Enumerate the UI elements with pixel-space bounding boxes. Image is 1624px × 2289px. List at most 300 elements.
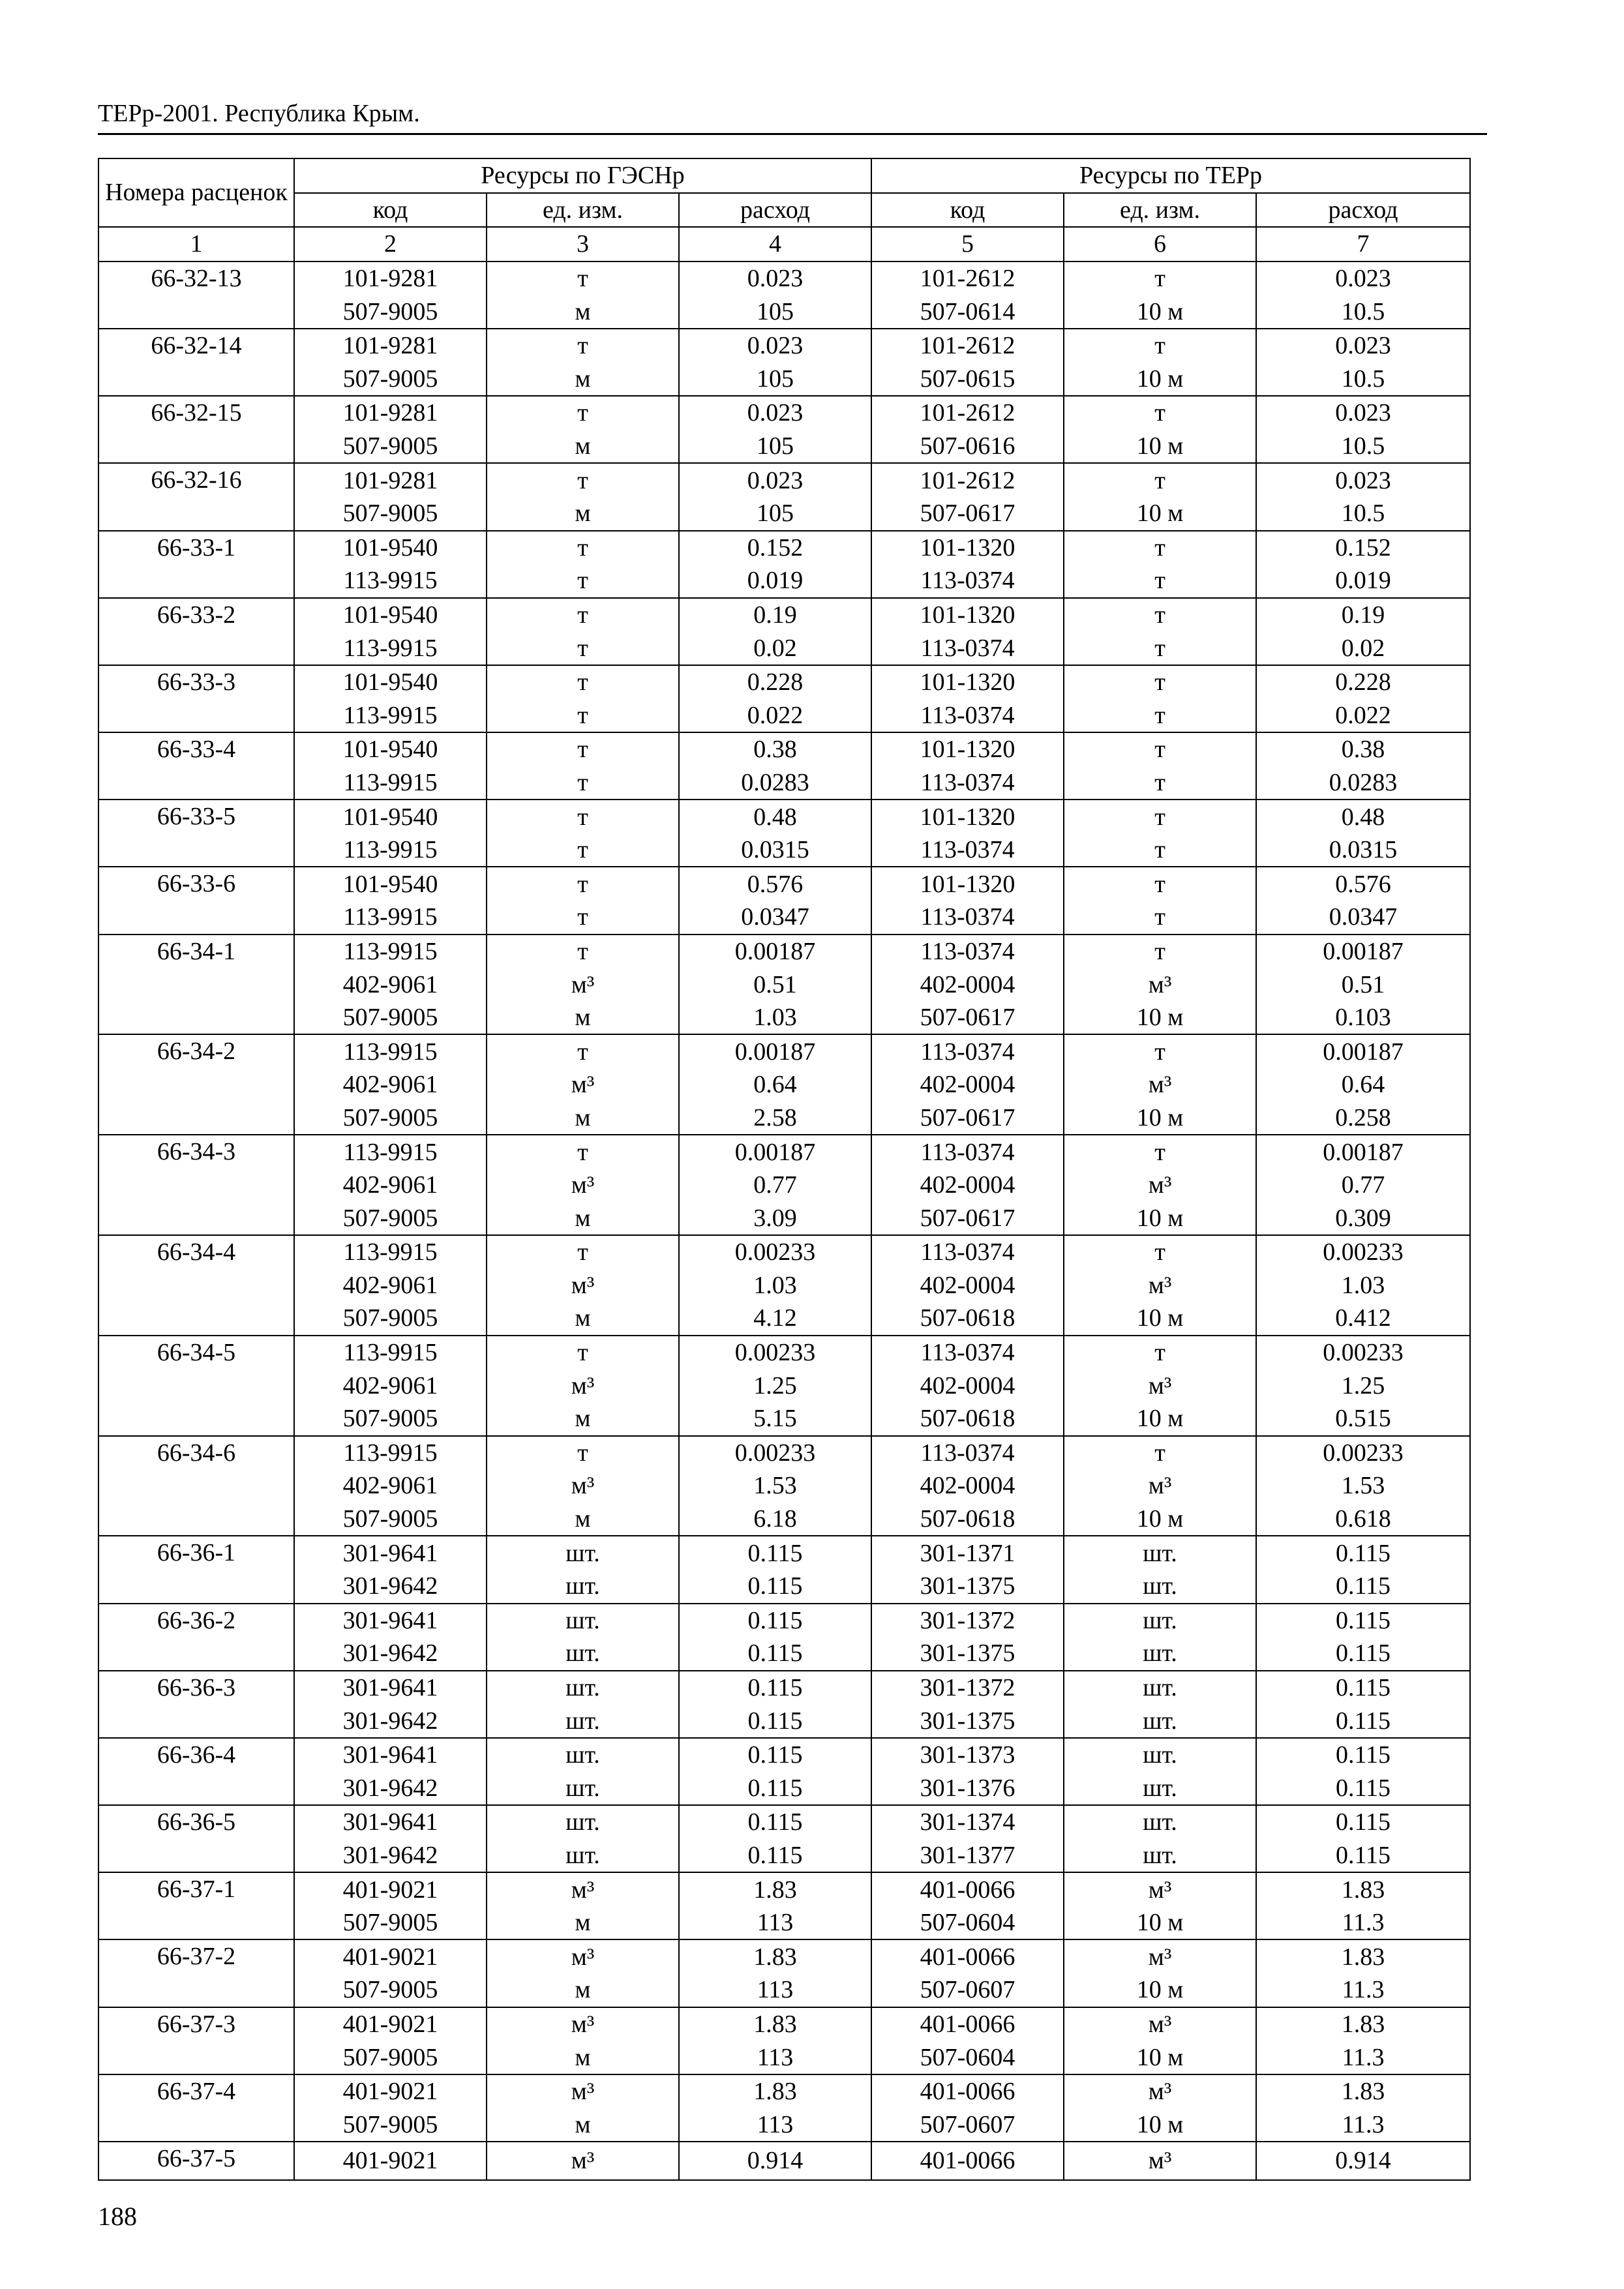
ter-unit-cell: шт.	[1064, 1570, 1256, 1604]
table-header	[98, 158, 1470, 262]
gesn-consumption-cell: 1.83	[679, 2074, 871, 2108]
ter-code-cell: 101-1320	[871, 867, 1064, 901]
gesn-code-cell: 113-9915	[294, 699, 487, 733]
gesn-code-cell: 507-9005	[294, 2108, 487, 2142]
table-row	[98, 1570, 1470, 1604]
ter-unit-cell: шт.	[1064, 1604, 1256, 1638]
ter-consumption-cell: 0.02	[1256, 631, 1470, 665]
rate-number-cell: 66-36-1	[98, 1536, 294, 1603]
subheader-gesn-code: код	[294, 193, 487, 228]
ter-consumption-cell: 0.115	[1256, 1805, 1470, 1839]
gesn-unit-cell: т	[487, 833, 679, 867]
gesn-code-cell: 301-9642	[294, 1772, 487, 1806]
gesn-consumption-cell: 0.115	[679, 1704, 871, 1738]
ter-code-cell: 507-0617	[871, 1001, 1064, 1035]
gesn-code-cell: 101-9540	[294, 665, 487, 699]
gesn-consumption-cell: 0.023	[679, 463, 871, 497]
ter-consumption-cell: 0.103	[1256, 1001, 1470, 1035]
gesn-unit-cell: т	[487, 396, 679, 430]
table-row	[98, 1772, 1470, 1806]
gesn-code-cell: 113-9915	[294, 1436, 487, 1470]
ter-consumption-cell: 0.618	[1256, 1503, 1470, 1536]
gesn-consumption-cell: 0.115	[679, 1637, 871, 1671]
table-row	[98, 1469, 1470, 1503]
table-row	[98, 766, 1470, 800]
ter-consumption-cell: 0.022	[1256, 699, 1470, 733]
gesn-unit-cell: м	[487, 363, 679, 396]
table-row	[98, 1637, 1470, 1671]
gesn-code-cell: 101-9281	[294, 329, 487, 363]
ter-unit-cell: т	[1064, 1034, 1256, 1068]
gesn-unit-cell: м³	[487, 2074, 679, 2108]
column-number: 6	[1064, 227, 1256, 262]
ter-consumption-cell: 0.19	[1256, 598, 1470, 632]
ter-consumption-cell: 0.00233	[1256, 1336, 1470, 1369]
gesn-code-cell: 113-9915	[294, 1235, 487, 1269]
gesn-consumption-cell: 0.022	[679, 699, 871, 733]
gesn-code-cell: 402-9061	[294, 1169, 487, 1202]
gesn-unit-cell: шт.	[487, 1671, 679, 1705]
gesn-unit-cell: м	[487, 1001, 679, 1035]
table-row	[98, 2007, 1470, 2041]
table-row	[98, 1169, 1470, 1202]
ter-unit-cell: шт.	[1064, 1805, 1256, 1839]
ter-code-cell: 113-0374	[871, 1436, 1064, 1470]
gesn-unit-cell: т	[487, 699, 679, 733]
subheader-gesn-unit: ед. изм.	[487, 193, 679, 228]
ter-code-cell: 101-2612	[871, 262, 1064, 295]
rate-number-cell: 66-32-13	[98, 262, 294, 329]
ter-unit-cell: т	[1064, 396, 1256, 430]
table-row	[98, 1805, 1470, 1839]
gesn-unit-cell: шт.	[487, 1604, 679, 1638]
gesn-consumption-cell: 0.51	[679, 968, 871, 1001]
ter-code-cell: 113-0374	[871, 1135, 1064, 1169]
gesn-unit-cell: м³	[487, 968, 679, 1001]
table-row	[98, 1402, 1470, 1436]
gesn-code-cell: 113-9915	[294, 1336, 487, 1369]
gesn-unit-cell: т	[487, 766, 679, 800]
ter-unit-cell: шт.	[1064, 1738, 1256, 1772]
ter-code-cell: 101-1320	[871, 665, 1064, 699]
table-row	[98, 430, 1470, 464]
ter-code-cell: 113-0374	[871, 699, 1064, 733]
ter-code-cell: 301-1372	[871, 1671, 1064, 1705]
ter-code-cell: 401-0066	[871, 2142, 1064, 2180]
gesn-unit-cell: шт.	[487, 1570, 679, 1604]
table-row	[98, 396, 1470, 430]
gesn-unit-cell: т	[487, 1436, 679, 1470]
ter-unit-cell: шт.	[1064, 1704, 1256, 1738]
ter-consumption-cell: 0.00233	[1256, 1235, 1470, 1269]
ter-unit-cell: т	[1064, 867, 1256, 901]
ter-code-cell: 101-1320	[871, 800, 1064, 833]
gesn-unit-cell: шт.	[487, 1637, 679, 1671]
ter-code-cell: 301-1376	[871, 1772, 1064, 1806]
gesn-code-cell: 113-9915	[294, 935, 487, 968]
gesn-code-cell: 301-9642	[294, 1637, 487, 1671]
ter-consumption-cell: 0.576	[1256, 867, 1470, 901]
ter-unit-cell: т	[1064, 766, 1256, 800]
ter-consumption-cell: 0.48	[1256, 800, 1470, 833]
gesn-unit-cell: м³	[487, 1169, 679, 1202]
rate-number-cell: 66-33-4	[98, 732, 294, 800]
table-body	[98, 262, 1470, 2180]
rate-number-cell: 66-32-14	[98, 329, 294, 396]
ter-code-cell: 402-0004	[871, 1269, 1064, 1302]
ter-unit-cell: т	[1064, 564, 1256, 598]
ter-unit-cell: 10 м	[1064, 1973, 1256, 2007]
ter-unit-cell: шт.	[1064, 1637, 1256, 1671]
gesn-consumption-cell: 0.0347	[679, 901, 871, 935]
table-row	[98, 564, 1470, 598]
gesn-code-cell: 101-9540	[294, 800, 487, 833]
table-row	[98, 699, 1470, 733]
ter-code-cell: 507-0617	[871, 1101, 1064, 1135]
ter-consumption-cell: 0.258	[1256, 1101, 1470, 1135]
gesn-unit-cell: т	[487, 1135, 679, 1169]
ter-consumption-cell: 11.3	[1256, 1973, 1470, 2007]
ter-consumption-cell: 1.83	[1256, 1872, 1470, 1906]
ter-unit-cell: шт.	[1064, 1772, 1256, 1806]
gesn-unit-cell: м³	[487, 2007, 679, 2041]
ter-code-cell: 401-0066	[871, 2074, 1064, 2108]
gesn-unit-cell: м	[487, 295, 679, 329]
table-row	[98, 665, 1470, 699]
ter-code-cell: 402-0004	[871, 968, 1064, 1001]
gesn-consumption-cell: 0.576	[679, 867, 871, 901]
ter-code-cell: 113-0374	[871, 833, 1064, 867]
gesn-consumption-cell: 5.15	[679, 1402, 871, 1436]
gesn-unit-cell: т	[487, 1235, 679, 1269]
gesn-unit-cell: м³	[487, 1939, 679, 1973]
table-row	[98, 2041, 1470, 2074]
ter-unit-cell: 10 м	[1064, 1402, 1256, 1436]
ter-code-cell: 507-0618	[871, 1302, 1064, 1336]
table-row	[98, 1201, 1470, 1235]
ter-consumption-cell: 10.5	[1256, 430, 1470, 464]
ter-unit-cell: т	[1064, 1135, 1256, 1169]
gesn-unit-cell: м	[487, 1503, 679, 1536]
gesn-unit-cell: т	[487, 531, 679, 565]
gesn-unit-cell: м³	[487, 1369, 679, 1402]
table-row	[98, 1068, 1470, 1101]
ter-unit-cell: шт.	[1064, 1536, 1256, 1570]
ter-unit-cell: м³	[1064, 2074, 1256, 2108]
gesn-code-cell: 402-9061	[294, 1068, 487, 1101]
ter-unit-cell: 10 м	[1064, 497, 1256, 531]
ter-unit-cell: шт.	[1064, 1671, 1256, 1705]
ter-unit-cell: м³	[1064, 1872, 1256, 1906]
column-number: 2	[294, 227, 487, 262]
gesn-unit-cell: м	[487, 497, 679, 531]
table-row	[98, 833, 1470, 867]
rate-number-cell: 66-37-4	[98, 2074, 294, 2142]
gesn-unit-cell: м	[487, 2108, 679, 2142]
table-row	[98, 1001, 1470, 1035]
gesn-consumption-cell: 2.58	[679, 1101, 871, 1135]
gesn-consumption-cell: 0.914	[679, 2142, 871, 2180]
table-row	[98, 363, 1470, 396]
rate-number-cell: 66-32-15	[98, 396, 294, 463]
table-row	[98, 1738, 1470, 1772]
ter-consumption-cell: 0.115	[1256, 1536, 1470, 1570]
ter-consumption-cell: 0.019	[1256, 564, 1470, 598]
table-row	[98, 1704, 1470, 1738]
ter-unit-cell: т	[1064, 329, 1256, 363]
ter-unit-cell: 10 м	[1064, 430, 1256, 464]
ter-code-cell: 507-0617	[871, 497, 1064, 531]
header-ter-resources: Ресурсы по ТЕРр	[871, 158, 1470, 193]
gesn-consumption-cell: 0.019	[679, 564, 871, 598]
gesn-unit-cell: м	[487, 2041, 679, 2074]
gesn-unit-cell: м³	[487, 2142, 679, 2180]
table-row	[98, 2142, 1470, 2180]
gesn-code-cell: 401-9021	[294, 2074, 487, 2108]
ter-consumption-cell: 0.228	[1256, 665, 1470, 699]
ter-code-cell: 301-1377	[871, 1839, 1064, 1873]
ter-consumption-cell: 0.0315	[1256, 833, 1470, 867]
table-row	[98, 1503, 1470, 1536]
gesn-code-cell: 101-9540	[294, 867, 487, 901]
ter-unit-cell: т	[1064, 531, 1256, 565]
gesn-code-cell: 507-9005	[294, 1001, 487, 1035]
ter-unit-cell: т	[1064, 699, 1256, 733]
gesn-consumption-cell: 0.00233	[679, 1436, 871, 1470]
ter-code-cell: 113-0374	[871, 631, 1064, 665]
table-row	[98, 867, 1470, 901]
ter-unit-cell: 10 м	[1064, 1906, 1256, 1940]
ter-unit-cell: т	[1064, 665, 1256, 699]
ter-consumption-cell: 11.3	[1256, 1906, 1470, 1940]
column-numbers-row	[98, 227, 1470, 262]
ter-code-cell: 507-0607	[871, 2108, 1064, 2142]
table-row	[98, 2108, 1470, 2142]
header-gesn-resources: Ресурсы по ГЭСНр	[294, 158, 871, 193]
gesn-consumption-cell: 1.83	[679, 1872, 871, 1906]
gesn-consumption-cell: 0.115	[679, 1604, 871, 1638]
ter-code-cell: 401-0066	[871, 1872, 1064, 1906]
rate-number-cell: 66-37-3	[98, 2007, 294, 2074]
ter-consumption-cell: 0.00187	[1256, 935, 1470, 968]
gesn-unit-cell: т	[487, 1034, 679, 1068]
gesn-consumption-cell: 113	[679, 1973, 871, 2007]
ter-code-cell: 301-1375	[871, 1704, 1064, 1738]
gesn-code-cell: 101-9540	[294, 531, 487, 565]
ter-consumption-cell: 1.25	[1256, 1369, 1470, 1402]
ter-unit-cell: м³	[1064, 1169, 1256, 1202]
ter-consumption-cell: 0.115	[1256, 1704, 1470, 1738]
ter-unit-cell: 10 м	[1064, 2108, 1256, 2142]
ter-code-cell: 101-2612	[871, 396, 1064, 430]
ter-consumption-cell: 0.023	[1256, 329, 1470, 363]
ter-unit-cell: т	[1064, 598, 1256, 632]
rate-number-cell: 66-33-6	[98, 867, 294, 934]
gesn-code-cell: 113-9915	[294, 564, 487, 598]
gesn-consumption-cell: 0.19	[679, 598, 871, 632]
gesn-consumption-cell: 0.00187	[679, 935, 871, 968]
ter-consumption-cell: 0.023	[1256, 262, 1470, 295]
gesn-unit-cell: т	[487, 901, 679, 935]
subheader-ter-unit: ед. изм.	[1064, 193, 1256, 228]
ter-consumption-cell: 0.00233	[1256, 1436, 1470, 1470]
gesn-consumption-cell: 0.023	[679, 396, 871, 430]
gesn-code-cell: 113-9915	[294, 1135, 487, 1169]
gesn-code-cell: 101-9281	[294, 396, 487, 430]
document-header: ТЕРр-2001. Республика Крым.	[98, 98, 1487, 135]
gesn-code-cell: 301-9641	[294, 1738, 487, 1772]
table-row	[98, 732, 1470, 766]
gesn-consumption-cell: 105	[679, 295, 871, 329]
ter-consumption-cell: 0.023	[1256, 463, 1470, 497]
ter-consumption-cell: 10.5	[1256, 295, 1470, 329]
gesn-consumption-cell: 0.00233	[679, 1336, 871, 1369]
gesn-code-cell: 301-9641	[294, 1604, 487, 1638]
gesn-code-cell: 113-9915	[294, 901, 487, 935]
ter-code-cell: 507-0617	[871, 1201, 1064, 1235]
ter-consumption-cell: 0.51	[1256, 968, 1470, 1001]
gesn-consumption-cell: 0.115	[679, 1671, 871, 1705]
column-number: 3	[487, 227, 679, 262]
page-number: 188	[98, 2202, 137, 2231]
gesn-unit-cell: м³	[487, 1269, 679, 1302]
gesn-code-cell: 401-9021	[294, 2142, 487, 2180]
rate-number-cell: 66-37-2	[98, 1939, 294, 2007]
gesn-unit-cell: шт.	[487, 1536, 679, 1570]
gesn-consumption-cell: 1.03	[679, 1001, 871, 1035]
gesn-unit-cell: м	[487, 1101, 679, 1135]
ter-consumption-cell: 0.309	[1256, 1201, 1470, 1235]
ter-consumption-cell: 0.115	[1256, 1637, 1470, 1671]
ter-code-cell: 301-1373	[871, 1738, 1064, 1772]
ter-unit-cell: 10 м	[1064, 1001, 1256, 1035]
gesn-consumption-cell: 113	[679, 1906, 871, 1940]
rate-number-cell: 66-34-4	[98, 1235, 294, 1336]
rate-number-cell: 66-36-3	[98, 1671, 294, 1738]
ter-unit-cell: м³	[1064, 1269, 1256, 1302]
ter-code-cell: 101-2612	[871, 463, 1064, 497]
gesn-code-cell: 507-9005	[294, 295, 487, 329]
gesn-code-cell: 101-9540	[294, 732, 487, 766]
gesn-consumption-cell: 4.12	[679, 1302, 871, 1336]
ter-consumption-cell: 0.152	[1256, 531, 1470, 565]
gesn-consumption-cell: 1.03	[679, 1269, 871, 1302]
column-number: 5	[871, 227, 1064, 262]
gesn-unit-cell: м³	[487, 1068, 679, 1101]
column-number: 4	[679, 227, 871, 262]
gesn-unit-cell: т	[487, 1336, 679, 1369]
rate-number-cell: 66-32-16	[98, 463, 294, 530]
ter-consumption-cell: 0.0347	[1256, 901, 1470, 935]
ter-unit-cell: т	[1064, 631, 1256, 665]
gesn-unit-cell: т	[487, 665, 679, 699]
ter-consumption-cell: 1.83	[1256, 1939, 1470, 1973]
gesn-code-cell: 507-9005	[294, 1973, 487, 2007]
gesn-consumption-cell: 0.023	[679, 329, 871, 363]
ter-consumption-cell: 1.53	[1256, 1469, 1470, 1503]
gesn-consumption-cell: 105	[679, 363, 871, 396]
table-row	[98, 1604, 1470, 1638]
ter-consumption-cell: 0.515	[1256, 1402, 1470, 1436]
gesn-consumption-cell: 0.115	[679, 1536, 871, 1570]
ter-consumption-cell: 0.023	[1256, 396, 1470, 430]
ter-code-cell: 101-2612	[871, 329, 1064, 363]
gesn-code-cell: 101-9281	[294, 463, 487, 497]
subheader-ter-code: код	[871, 193, 1064, 228]
gesn-code-cell: 402-9061	[294, 968, 487, 1001]
table-row	[98, 1839, 1470, 1873]
ter-unit-cell: 10 м	[1064, 1503, 1256, 1536]
gesn-code-cell: 507-9005	[294, 497, 487, 531]
gesn-consumption-cell: 1.83	[679, 1939, 871, 1973]
ter-unit-cell: т	[1064, 935, 1256, 968]
ter-unit-cell: 10 м	[1064, 295, 1256, 329]
ter-code-cell: 402-0004	[871, 1068, 1064, 1101]
ter-unit-cell: 10 м	[1064, 2041, 1256, 2074]
gesn-code-cell: 507-9005	[294, 1302, 487, 1336]
ter-code-cell: 113-0374	[871, 564, 1064, 598]
gesn-unit-cell: шт.	[487, 1704, 679, 1738]
ter-code-cell: 507-0614	[871, 295, 1064, 329]
ter-code-cell: 507-0616	[871, 430, 1064, 464]
table-row	[98, 1034, 1470, 1068]
gesn-code-cell: 507-9005	[294, 1906, 487, 1940]
table-row	[98, 1369, 1470, 1402]
table-row	[98, 531, 1470, 565]
ter-consumption-cell: 1.03	[1256, 1269, 1470, 1302]
gesn-consumption-cell: 0.48	[679, 800, 871, 833]
ter-unit-cell: т	[1064, 1336, 1256, 1369]
gesn-consumption-cell: 0.115	[679, 1839, 871, 1873]
gesn-code-cell: 507-9005	[294, 1201, 487, 1235]
subheader-gesn-consumption: расход	[679, 193, 871, 228]
ter-consumption-cell: 10.5	[1256, 497, 1470, 531]
ter-unit-cell: т	[1064, 1436, 1256, 1470]
gesn-consumption-cell: 0.115	[679, 1805, 871, 1839]
table-row	[98, 901, 1470, 935]
gesn-unit-cell: м³	[487, 1469, 679, 1503]
gesn-code-cell: 507-9005	[294, 1101, 487, 1135]
gesn-consumption-cell: 0.115	[679, 1570, 871, 1604]
gesn-consumption-cell: 0.0315	[679, 833, 871, 867]
gesn-code-cell: 113-9915	[294, 833, 487, 867]
gesn-consumption-cell: 0.38	[679, 732, 871, 766]
gesn-unit-cell: т	[487, 329, 679, 363]
ter-unit-cell: т	[1064, 901, 1256, 935]
gesn-unit-cell: шт.	[487, 1738, 679, 1772]
gesn-unit-cell: м	[487, 1906, 679, 1940]
table-row	[98, 1973, 1470, 2007]
table-row	[98, 1302, 1470, 1336]
table-row	[98, 1235, 1470, 1269]
table-row	[98, 1135, 1470, 1169]
ter-consumption-cell: 10.5	[1256, 363, 1470, 396]
gesn-consumption-cell: 1.83	[679, 2007, 871, 2041]
gesn-code-cell: 301-9641	[294, 1805, 487, 1839]
ter-consumption-cell: 0.412	[1256, 1302, 1470, 1336]
gesn-code-cell: 301-9642	[294, 1570, 487, 1604]
gesn-unit-cell: т	[487, 598, 679, 632]
gesn-consumption-cell: 0.152	[679, 531, 871, 565]
gesn-code-cell: 101-9540	[294, 598, 487, 632]
table-row	[98, 1336, 1470, 1369]
ter-code-cell: 301-1372	[871, 1604, 1064, 1638]
ter-code-cell: 507-0618	[871, 1503, 1064, 1536]
ter-code-cell: 507-0604	[871, 1906, 1064, 1940]
table-row	[98, 497, 1470, 531]
gesn-consumption-cell: 0.64	[679, 1068, 871, 1101]
gesn-unit-cell: м	[487, 1302, 679, 1336]
